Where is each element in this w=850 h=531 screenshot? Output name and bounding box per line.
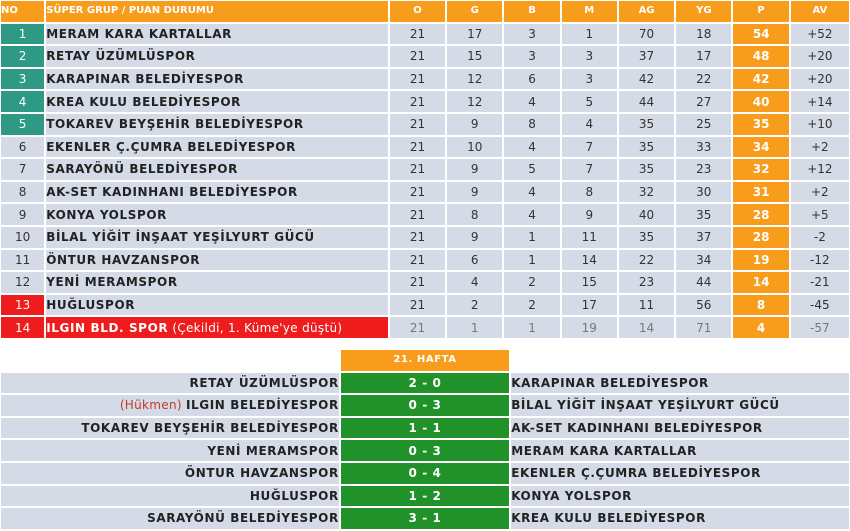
stat-g: 6 bbox=[447, 250, 502, 271]
away-team-cell[interactable] bbox=[511, 373, 849, 394]
position-cell: 2 bbox=[1, 46, 44, 67]
average-cell: +2 bbox=[791, 182, 849, 203]
stat-ag: 11 bbox=[619, 295, 674, 316]
team-name-cell[interactable] bbox=[46, 204, 388, 225]
match-score: 1 - 1 bbox=[341, 418, 509, 439]
stat-g: 9 bbox=[447, 182, 502, 203]
average-cell: +20 bbox=[791, 69, 849, 90]
team-name-cell[interactable] bbox=[46, 227, 388, 248]
stat-m: 17 bbox=[562, 295, 617, 316]
home-team-cell[interactable] bbox=[1, 486, 339, 507]
stat-o: 21 bbox=[390, 250, 445, 271]
away-team: KONYA YOLSPOR bbox=[511, 488, 632, 503]
stat-b: 3 bbox=[504, 46, 559, 67]
stat-o: 21 bbox=[390, 204, 445, 225]
home-team: SARAYÖNÜ BELEDİYESPOR bbox=[147, 511, 339, 526]
match-score: 0 - 4 bbox=[341, 463, 509, 484]
header-lost: M bbox=[562, 1, 617, 22]
stat-g: 4 bbox=[447, 272, 502, 293]
position-cell: 8 bbox=[1, 182, 44, 203]
stat-m: 19 bbox=[562, 317, 617, 338]
standings-row bbox=[1, 204, 849, 225]
match-score: 0 - 3 bbox=[341, 395, 509, 416]
stat-b: 3 bbox=[504, 24, 559, 45]
stat-yg: 33 bbox=[676, 137, 731, 158]
stat-yg: 35 bbox=[676, 204, 731, 225]
header-drawn: B bbox=[504, 1, 559, 22]
team-name-cell[interactable] bbox=[46, 159, 388, 180]
stat-ag: 32 bbox=[619, 182, 674, 203]
stat-ag: 22 bbox=[619, 250, 674, 271]
stat-ag: 40 bbox=[619, 204, 674, 225]
standings-row bbox=[1, 182, 849, 203]
stat-ag: 37 bbox=[619, 46, 674, 67]
stat-yg: 37 bbox=[676, 227, 731, 248]
stat-o: 21 bbox=[390, 272, 445, 293]
home-team-cell[interactable] bbox=[1, 395, 339, 416]
stat-o: 21 bbox=[390, 69, 445, 90]
position-cell: 10 bbox=[1, 227, 44, 248]
stat-g: 17 bbox=[447, 24, 502, 45]
week-label: 21. HAFTA bbox=[341, 350, 509, 371]
position-cell: 11 bbox=[1, 250, 44, 271]
team-name: YENİ MERAMSPOR bbox=[46, 275, 178, 290]
stat-ag: 23 bbox=[619, 272, 674, 293]
average-cell: -45 bbox=[791, 295, 849, 316]
header-group-title: SÜPER GRUP / PUAN DURUMU bbox=[46, 1, 388, 22]
position-cell: 6 bbox=[1, 137, 44, 158]
home-team-cell[interactable] bbox=[1, 463, 339, 484]
header-won: G bbox=[447, 1, 502, 22]
position-cell: 13 bbox=[1, 295, 44, 316]
points-cell: 54 bbox=[733, 24, 788, 45]
standings-row bbox=[1, 227, 849, 248]
standings-row bbox=[1, 295, 849, 316]
team-name: KONYA YOLSPOR bbox=[46, 207, 168, 222]
away-team-cell[interactable] bbox=[511, 463, 849, 484]
team-name: KREA KULU BELEDİYESPOR bbox=[46, 94, 241, 109]
points-cell: 40 bbox=[733, 91, 788, 112]
stat-b: 1 bbox=[504, 250, 559, 271]
stat-g: 12 bbox=[447, 91, 502, 112]
home-team: RETAY ÜZÜMLÜSPOR bbox=[189, 375, 339, 390]
stat-ag: 35 bbox=[619, 137, 674, 158]
match-row bbox=[1, 373, 849, 394]
average-cell: -2 bbox=[791, 227, 849, 248]
home-team: YENİ MERAMSPOR bbox=[207, 443, 339, 458]
position-cell: 9 bbox=[1, 204, 44, 225]
stat-yg: 17 bbox=[676, 46, 731, 67]
points-cell: 31 bbox=[733, 182, 788, 203]
standings-row bbox=[1, 69, 849, 90]
away-team: KARAPINAR BELEDİYESPOR bbox=[511, 375, 709, 390]
match-row bbox=[1, 508, 849, 529]
position-cell: 12 bbox=[1, 272, 44, 293]
average-cell: +14 bbox=[791, 91, 849, 112]
stat-m: 11 bbox=[562, 227, 617, 248]
stat-yg: 44 bbox=[676, 272, 731, 293]
team-name-cell[interactable] bbox=[46, 250, 388, 271]
week-header-row bbox=[1, 350, 849, 371]
average-cell: +10 bbox=[791, 114, 849, 135]
stat-yg: 30 bbox=[676, 182, 731, 203]
stat-yg: 56 bbox=[676, 295, 731, 316]
match-row bbox=[1, 418, 849, 439]
away-team-cell[interactable] bbox=[511, 486, 849, 507]
header-points: P bbox=[733, 1, 788, 22]
header-goals-for: AG bbox=[619, 1, 674, 22]
team-name: AK-SET KADINHANI BELEDİYESPOR bbox=[46, 185, 298, 200]
standings-row bbox=[1, 46, 849, 67]
stat-yg: 27 bbox=[676, 91, 731, 112]
stat-g: 8 bbox=[447, 204, 502, 225]
standings-row bbox=[1, 159, 849, 180]
points-cell: 48 bbox=[733, 46, 788, 67]
match-row bbox=[1, 440, 849, 461]
stat-m: 8 bbox=[562, 182, 617, 203]
match-row bbox=[1, 395, 849, 416]
stat-g: 15 bbox=[447, 46, 502, 67]
stat-g: 1 bbox=[447, 317, 502, 338]
team-name-cell[interactable] bbox=[46, 137, 388, 158]
average-cell: +2 bbox=[791, 137, 849, 158]
position-cell: 4 bbox=[1, 91, 44, 112]
stat-b: 4 bbox=[504, 91, 559, 112]
match-row bbox=[1, 463, 849, 484]
stat-m: 3 bbox=[562, 69, 617, 90]
average-cell: -57 bbox=[791, 317, 849, 338]
standings-row bbox=[1, 91, 849, 112]
team-name-cell[interactable] bbox=[46, 46, 388, 67]
team-name: EKENLER Ç.ÇUMRA BELEDİYESPOR bbox=[46, 139, 296, 154]
average-cell: +12 bbox=[791, 159, 849, 180]
stat-o: 21 bbox=[390, 182, 445, 203]
stat-o: 21 bbox=[390, 91, 445, 112]
standings-row bbox=[1, 250, 849, 271]
average-cell: +20 bbox=[791, 46, 849, 67]
forfeit-note: (Hükmen) bbox=[119, 398, 186, 413]
home-team-cell[interactable] bbox=[1, 373, 339, 394]
header-average: AV bbox=[791, 1, 849, 22]
header-played: O bbox=[390, 1, 445, 22]
position-cell: 5 bbox=[1, 114, 44, 135]
away-team-cell[interactable] bbox=[511, 508, 849, 529]
points-cell: 28 bbox=[733, 227, 788, 248]
standings-row bbox=[1, 24, 849, 45]
average-cell: +5 bbox=[791, 204, 849, 225]
away-team-cell[interactable] bbox=[511, 395, 849, 416]
home-team: TOKAREV BEYŞEHİR BELEDİYESPOR bbox=[81, 421, 339, 436]
team-name-cell[interactable] bbox=[46, 182, 388, 203]
points-cell: 8 bbox=[733, 295, 788, 316]
home-team: ILGIN BELEDİYESPOR bbox=[185, 398, 339, 413]
team-name: ÖNTUR HAVZANSPOR bbox=[46, 252, 201, 267]
header-no: NO bbox=[1, 1, 44, 22]
team-name-cell[interactable] bbox=[46, 69, 388, 90]
stat-m: 9 bbox=[562, 204, 617, 225]
team-name-cell[interactable] bbox=[46, 317, 388, 338]
stat-g: 10 bbox=[447, 137, 502, 158]
stat-b: 2 bbox=[504, 295, 559, 316]
home-team-cell[interactable] bbox=[1, 418, 339, 439]
stat-b: 4 bbox=[504, 182, 559, 203]
stat-o: 21 bbox=[390, 295, 445, 316]
points-cell: 4 bbox=[733, 317, 788, 338]
stat-m: 4 bbox=[562, 114, 617, 135]
position-cell: 1 bbox=[1, 24, 44, 45]
stat-ag: 35 bbox=[619, 227, 674, 248]
stat-o: 21 bbox=[390, 317, 445, 338]
team-name: BİLAL YİĞİT İNŞAAT YEŞİLYURT GÜCÜ bbox=[46, 230, 315, 245]
match-row bbox=[1, 486, 849, 507]
average-cell: +52 bbox=[791, 24, 849, 45]
points-cell: 34 bbox=[733, 137, 788, 158]
team-name: TOKAREV BEYŞEHİR BELEDİYESPOR bbox=[46, 117, 304, 132]
stat-yg: 25 bbox=[676, 114, 731, 135]
stat-yg: 71 bbox=[676, 317, 731, 338]
stat-m: 7 bbox=[562, 137, 617, 158]
points-cell: 32 bbox=[733, 159, 788, 180]
stat-yg: 23 bbox=[676, 159, 731, 180]
stat-o: 21 bbox=[390, 159, 445, 180]
team-name: SARAYÖNÜ BELEDİYESPOR bbox=[46, 162, 238, 177]
away-team-cell[interactable] bbox=[511, 418, 849, 439]
stat-b: 8 bbox=[504, 114, 559, 135]
points-cell: 14 bbox=[733, 272, 788, 293]
away-team: MERAM KARA KARTALLAR bbox=[511, 443, 697, 458]
position-cell: 14 bbox=[1, 317, 44, 338]
stat-b: 6 bbox=[504, 69, 559, 90]
team-name: ILGIN BLD. SPOR bbox=[46, 320, 169, 335]
standings-row bbox=[1, 114, 849, 135]
stat-m: 15 bbox=[562, 272, 617, 293]
stat-b: 4 bbox=[504, 137, 559, 158]
standings-row bbox=[1, 272, 849, 293]
header-goals-against: YG bbox=[676, 1, 731, 22]
stat-yg: 34 bbox=[676, 250, 731, 271]
team-name-cell[interactable] bbox=[46, 24, 388, 45]
home-team: HUĞLUSPOR bbox=[249, 488, 339, 503]
stat-ag: 35 bbox=[619, 114, 674, 135]
standings-row bbox=[1, 137, 849, 158]
team-name: MERAM KARA KARTALLAR bbox=[46, 26, 232, 41]
stat-m: 7 bbox=[562, 159, 617, 180]
away-team: KREA KULU BELEDİYESPOR bbox=[511, 511, 706, 526]
stat-g: 2 bbox=[447, 295, 502, 316]
away-team: EKENLER Ç.ÇUMRA BELEDİYESPOR bbox=[511, 466, 761, 481]
stat-o: 21 bbox=[390, 137, 445, 158]
stat-o: 21 bbox=[390, 114, 445, 135]
team-name-cell[interactable] bbox=[46, 295, 388, 316]
stat-ag: 14 bbox=[619, 317, 674, 338]
stat-b: 2 bbox=[504, 272, 559, 293]
stat-yg: 22 bbox=[676, 69, 731, 90]
stat-ag: 70 bbox=[619, 24, 674, 45]
points-cell: 28 bbox=[733, 204, 788, 225]
match-score: 2 - 0 bbox=[341, 373, 509, 394]
stat-g: 9 bbox=[447, 227, 502, 248]
home-team-cell[interactable] bbox=[1, 440, 339, 461]
team-name-cell[interactable] bbox=[46, 114, 388, 135]
stat-b: 4 bbox=[504, 204, 559, 225]
away-team-cell[interactable] bbox=[511, 440, 849, 461]
away-team: BİLAL YİĞİT İNŞAAT YEŞİLYURT GÜCÜ bbox=[511, 398, 780, 413]
stat-b: 1 bbox=[504, 227, 559, 248]
points-cell: 42 bbox=[733, 69, 788, 90]
stat-m: 5 bbox=[562, 91, 617, 112]
team-name-cell[interactable] bbox=[46, 272, 388, 293]
stat-o: 21 bbox=[390, 227, 445, 248]
match-score: 1 - 2 bbox=[341, 486, 509, 507]
stat-ag: 35 bbox=[619, 159, 674, 180]
stat-m: 14 bbox=[562, 250, 617, 271]
standings-header-row bbox=[1, 1, 849, 22]
stat-m: 1 bbox=[562, 24, 617, 45]
team-name: RETAY ÜZÜMLÜSPOR bbox=[46, 49, 196, 64]
stat-g: 9 bbox=[447, 114, 502, 135]
match-score: 0 - 3 bbox=[341, 440, 509, 461]
fixtures-table bbox=[0, 348, 850, 531]
team-name: KARAPINAR BELEDİYESPOR bbox=[46, 72, 244, 87]
team-note: (Çekildi, 1. Küme'ye düştü) bbox=[168, 320, 343, 335]
stat-g: 12 bbox=[447, 69, 502, 90]
stat-ag: 44 bbox=[619, 91, 674, 112]
stat-yg: 18 bbox=[676, 24, 731, 45]
position-cell: 7 bbox=[1, 159, 44, 180]
team-name-cell[interactable] bbox=[46, 91, 388, 112]
points-cell: 35 bbox=[733, 114, 788, 135]
stat-ag: 42 bbox=[619, 69, 674, 90]
match-score: 3 - 1 bbox=[341, 508, 509, 529]
average-cell: -21 bbox=[791, 272, 849, 293]
home-team: ÖNTUR HAVZANSPOR bbox=[184, 466, 339, 481]
stat-o: 21 bbox=[390, 24, 445, 45]
stat-g: 9 bbox=[447, 159, 502, 180]
stat-o: 21 bbox=[390, 46, 445, 67]
stat-b: 5 bbox=[504, 159, 559, 180]
average-cell: -12 bbox=[791, 250, 849, 271]
standings-row bbox=[1, 317, 849, 338]
stat-b: 1 bbox=[504, 317, 559, 338]
stat-m: 3 bbox=[562, 46, 617, 67]
points-cell: 19 bbox=[733, 250, 788, 271]
position-cell: 3 bbox=[1, 69, 44, 90]
away-team: AK-SET KADINHANI BELEDİYESPOR bbox=[511, 421, 763, 436]
home-team-cell[interactable] bbox=[1, 508, 339, 529]
team-name: HUĞLUSPOR bbox=[46, 298, 136, 313]
